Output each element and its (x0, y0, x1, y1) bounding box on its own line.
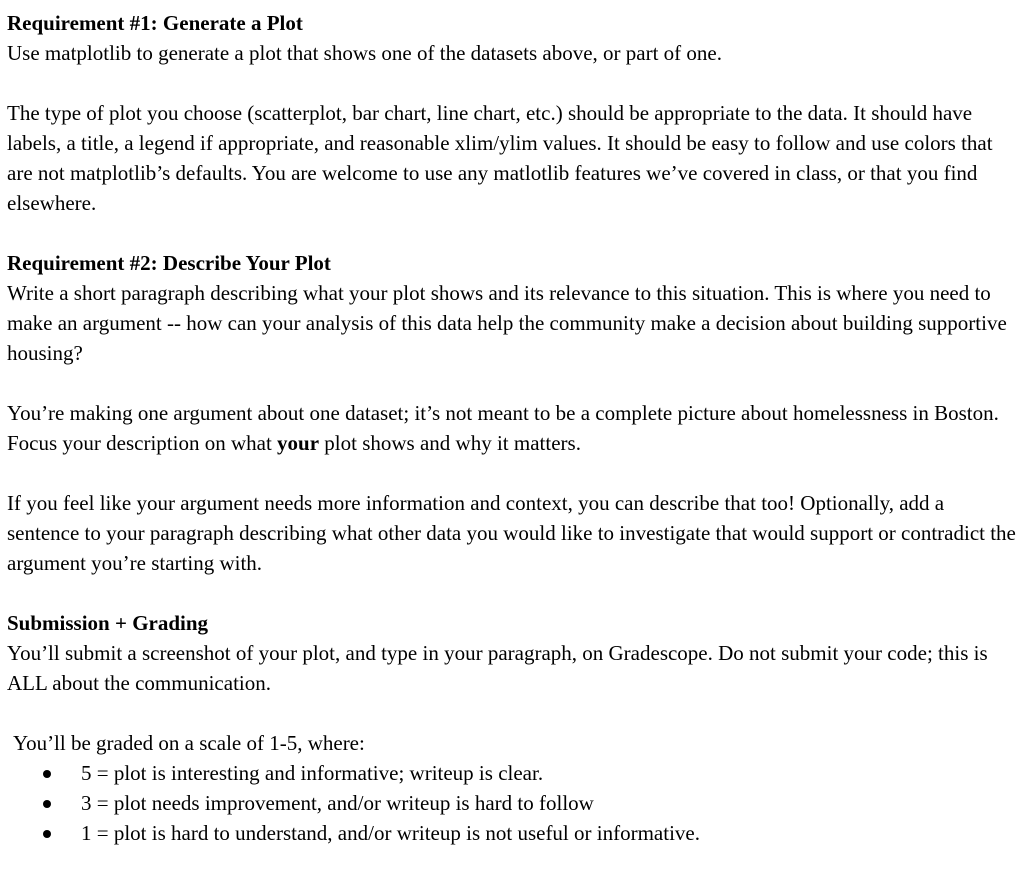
spacer (7, 68, 1017, 98)
submission-text: You’ll submit a screenshot of your plot, and type in your paragraph, on Gradescope. Do not submit your code; this is ALL about the communication. (7, 641, 988, 695)
grading-list (7, 758, 1017, 848)
submission-section (7, 608, 1017, 698)
list-item-text: 5 = plot is interesting and informative; writeup is clear. (81, 761, 544, 785)
list-item (7, 788, 1017, 818)
focus-emphasis: your (277, 431, 320, 455)
spacer (7, 368, 1017, 398)
requirement-2-intro: Write a short paragraph describing what your plot shows and its relevance to this situation. This is where you need to make an argument -- how can your analysis of this data help the community make a decision about building supportive housing? (7, 281, 1007, 365)
bullet-icon (43, 830, 51, 838)
bullet-icon (43, 800, 51, 808)
focus-text-end: plot shows and why it matters. (319, 431, 581, 455)
list-item-text: 1 = plot is hard to understand, and/or writeup is not useful or informative. (81, 821, 700, 845)
requirement-2-section (7, 248, 1017, 578)
bullet-icon (43, 770, 51, 778)
grading-section (7, 728, 1017, 848)
list-item (7, 818, 1017, 848)
requirement-2-heading: Requirement #2: Describe Your Plot (7, 251, 331, 275)
list-item (7, 758, 1017, 788)
list-item-text: 3 = plot needs improvement, and/or writeup is hard to follow (81, 791, 594, 815)
spacer (7, 218, 1017, 248)
requirement-2-optional: If you feel like your argument needs more information and context, you can describe that too! Optionally, add a sentence to your paragraph describing what other data you would like to investigate that would support or contradict the argument you’re starting with. (7, 491, 1016, 575)
grading-intro: You’ll be graded on a scale of 1-5, where: (13, 731, 365, 755)
requirement-2-focus (7, 398, 1017, 458)
spacer (7, 698, 1017, 728)
requirement-1-intro: Use matplotlib to generate a plot that shows one of the datasets above, or part of one. (7, 41, 722, 65)
spacer (7, 578, 1017, 608)
document-body (7, 8, 1017, 848)
spacer (7, 458, 1017, 488)
requirement-1-section (7, 8, 1017, 218)
focus-text-start: You’re making one argument about one dataset; it’s not meant to be a complete picture about homelessness in Boston. Focus your description on what (7, 401, 999, 455)
submission-heading: Submission + Grading (7, 611, 209, 635)
requirement-1-details: The type of plot you choose (scatterplot, bar chart, line chart, etc.) should be appropriate to the data. It should have labels, a title, a legend if appropriate, and reasonable xlim/ylim values. It should be easy to follow and use colors that are not matplotlib’s defaults. You are welcome to use any matlotlib features we’ve covered in class, or that you find elsewhere. (7, 101, 993, 215)
requirement-1-heading: Requirement #1: Generate a Plot (7, 11, 303, 35)
